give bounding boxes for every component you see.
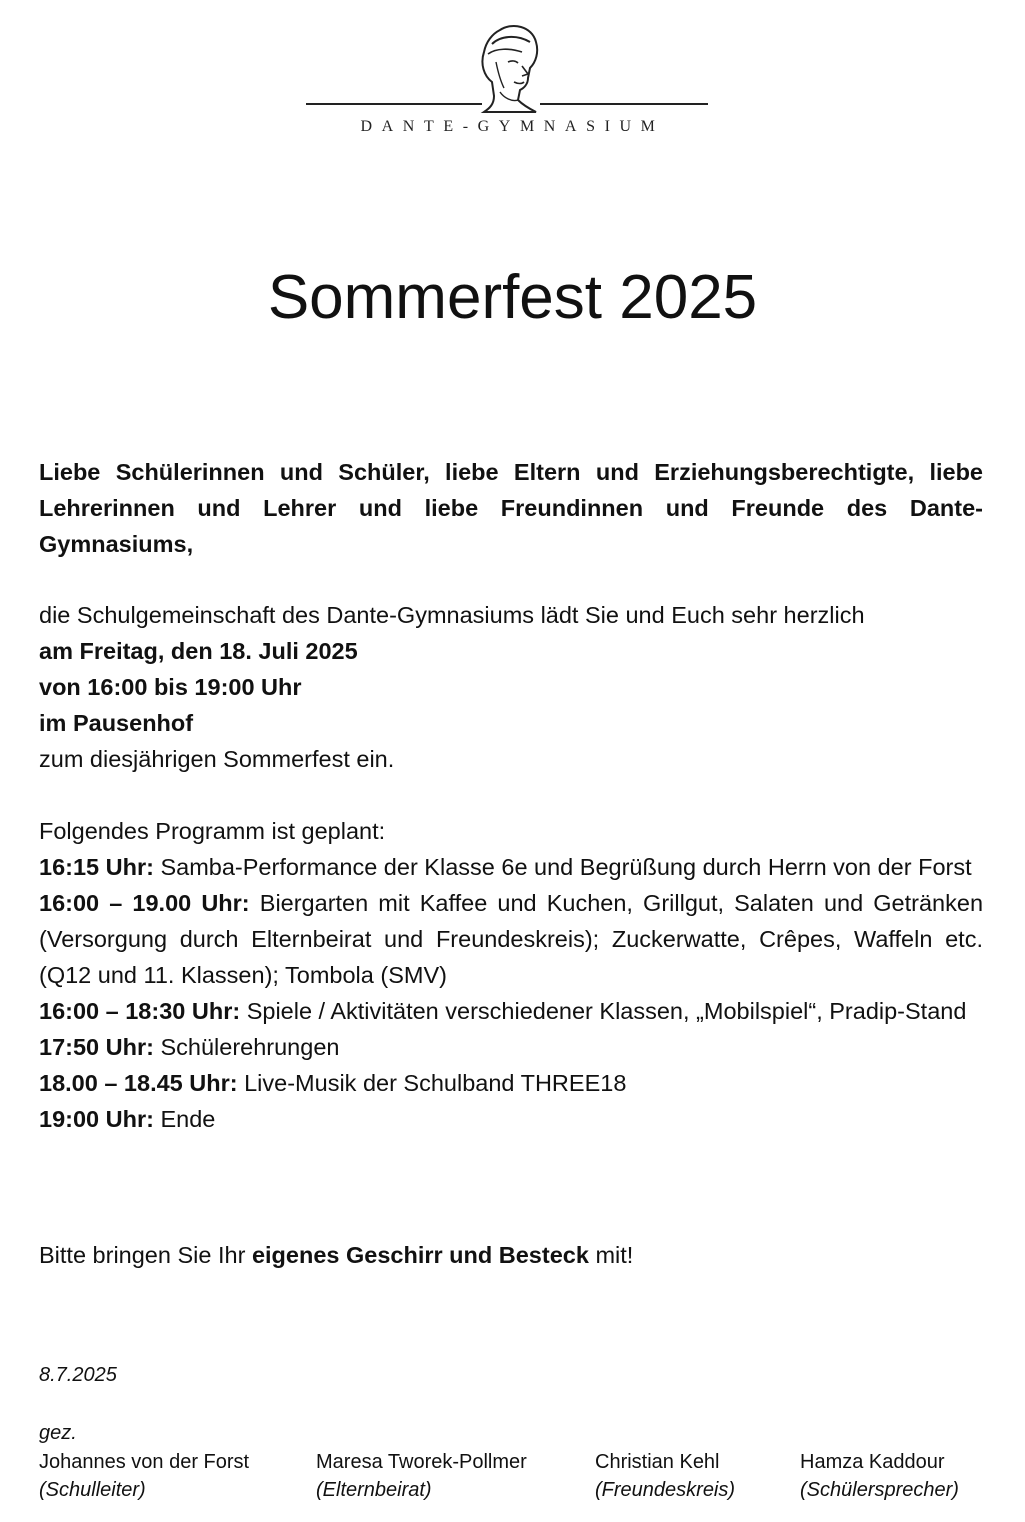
signatory-role: (Elternbeirat) <box>316 1479 432 1501</box>
program-item-text: Schülerehrungen <box>160 1034 340 1060</box>
program-item-time: 19:00 Uhr: <box>39 1106 154 1132</box>
program-item <box>39 993 983 1029</box>
greeting-paragraph: Liebe Schülerinnen und Schüler, liebe Eltern und Erziehungsberechtigte, liebe Lehrerinnen und Lehrer und liebe Freundinnen und Freunde des Dante-Gymnasiums, <box>39 459 983 557</box>
document-title: Sommerfest 2025 <box>267 263 758 332</box>
program-item-text: Live-Musik der Schulband THREE18 <box>244 1070 627 1096</box>
signatory-name: Maresa Tworek-Pollmer <box>316 1451 527 1473</box>
program-item <box>39 1029 983 1065</box>
signatory-name: Hamza Kaddour <box>800 1451 945 1473</box>
program-item <box>39 1101 983 1137</box>
document-date: 8.7.2025 <box>39 1364 117 1386</box>
signatory-student-rep <box>800 1448 959 1504</box>
invitation-time: von 16:00 bis 19:00 Uhr <box>39 674 302 700</box>
invitation-place: im Pausenhof <box>39 710 194 736</box>
signatory-principal <box>39 1448 249 1504</box>
dante-portrait-logo-icon <box>470 22 550 114</box>
signatory-friends-circle <box>595 1448 735 1504</box>
program-block <box>39 813 983 1137</box>
program-item <box>39 849 983 885</box>
header-rule-right <box>540 103 708 105</box>
program-item-time: 16:00 – 19.00 Uhr: <box>39 890 250 916</box>
reminder-prefix: Bitte bringen Sie Ihr <box>39 1242 252 1268</box>
invitation-closing: zum diesjährigen Sommerfest ein. <box>39 746 395 772</box>
invitation-block <box>39 597 983 777</box>
program-item <box>39 885 983 993</box>
reminder-emphasis: eigenes Geschirr und Besteck <box>251 1242 589 1268</box>
signatory-name: Johannes von der Forst <box>39 1451 250 1473</box>
program-item-time: 16:15 Uhr: <box>39 854 154 880</box>
reminder-suffix: mit! <box>588 1242 634 1268</box>
reminder-line <box>39 1237 983 1273</box>
signatory-role: (Freundeskreis) <box>595 1479 736 1501</box>
program-item-text: Samba-Performance der Klasse 6e und Begrüßung durch Herrn von der Forst <box>160 854 972 880</box>
program-item-text: Spiele / Aktivitäten verschiedener Klassen, „Mobilspiel“, Pradip-Stand <box>246 998 967 1024</box>
program-item-time: 16:00 – 18:30 Uhr: <box>39 998 241 1024</box>
signed-label: gez. <box>39 1422 77 1444</box>
header-rule-left <box>306 103 482 105</box>
program-item <box>39 1065 983 1101</box>
invitation-date: am Freitag, den 18. Juli 2025 <box>39 638 358 664</box>
invitation-intro: die Schulgemeinschaft des Dante-Gymnasiums lädt Sie und Euch sehr herzlich <box>39 602 865 628</box>
signatory-name: Christian Kehl <box>595 1451 720 1473</box>
letterhead <box>0 0 1025 140</box>
program-item-text: Biergarten mit Kaffee und Kuchen, Grillgut, Salaten und Getränken (Versorgung durch Elternbeirat und Freundeskreis); Zuckerwatte, Crêpes, Waffeln etc. (Q12 und 11. Klassen); Tombola (SMV) <box>39 890 984 988</box>
signatory-role: (Schülersprecher) <box>800 1479 959 1501</box>
signatory-parents-council <box>316 1448 527 1504</box>
program-item-text: Ende <box>160 1106 216 1132</box>
school-name: DANTE-GYMNASIUM <box>360 118 665 135</box>
signatory-role: (Schulleiter) <box>39 1479 146 1501</box>
program-item-time: 17:50 Uhr: <box>39 1034 154 1060</box>
program-item-time: 18.00 – 18.45 Uhr: <box>39 1070 238 1096</box>
program-heading: Folgendes Programm ist geplant: <box>39 818 386 844</box>
